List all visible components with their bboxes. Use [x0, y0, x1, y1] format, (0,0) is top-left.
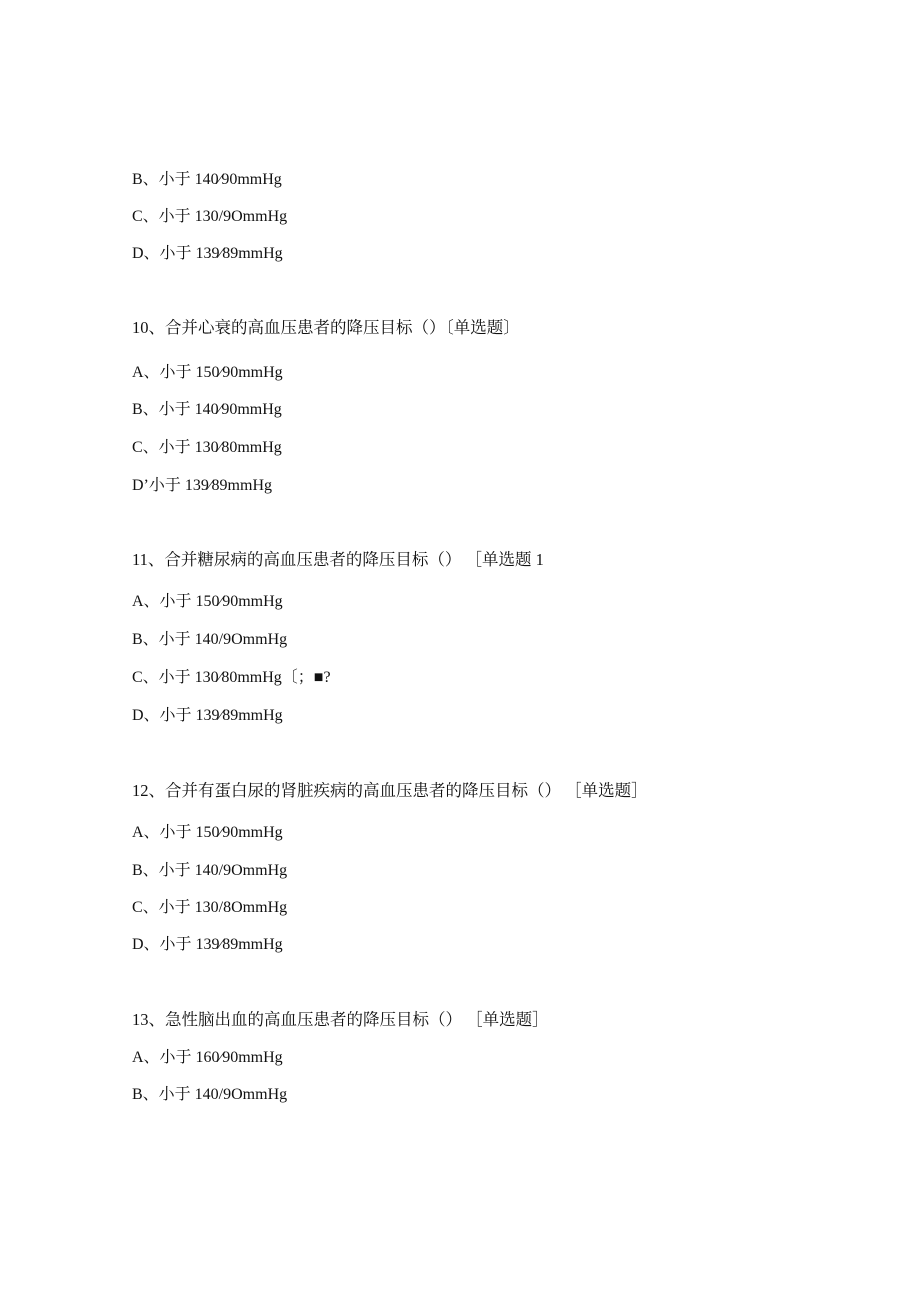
- option-c: C、小于 130/9OmmHg: [132, 208, 288, 225]
- question-11-option-d: D、小于 139⁄89mmHg: [132, 707, 283, 724]
- question-10-title: 10、合并心衰的高血压患者的降压目标（）〔单选题〕: [132, 318, 520, 337]
- question-11-option-a: A、小于 150⁄90mmHg: [132, 593, 283, 610]
- question-13-option-b: B、小于 140/9OmmHg: [132, 1086, 288, 1103]
- question-12-option-a: A、小于 150⁄90mmHg: [132, 824, 283, 841]
- question-11-option-c: C、小于 130⁄80mmHg〔；■?: [132, 669, 331, 686]
- question-13-title: 13、急性脑出血的高血压患者的降压目标（） ［单选题］: [132, 1010, 549, 1029]
- question-10-option-c: C、小于 130⁄80mmHg: [132, 439, 282, 456]
- option-b: B、小于 140⁄90mmHg: [132, 171, 282, 188]
- question-13-option-a: A、小于 160⁄90mmHg: [132, 1049, 283, 1066]
- question-12-option-d: D、小于 139⁄89mmHg: [132, 936, 283, 953]
- option-d: D、小于 139⁄89mmHg: [132, 245, 283, 262]
- question-12-option-c: C、小于 130/8OmmHg: [132, 899, 288, 916]
- question-10-option-b: B、小于 140⁄90mmHg: [132, 401, 282, 418]
- question-12-option-b: B、小于 140/9OmmHg: [132, 862, 288, 879]
- question-11-option-b: B、小于 140/9OmmHg: [132, 631, 288, 648]
- question-12-title: 12、合并有蛋白尿的肾脏疾病的高血压患者的降压目标（） ［单选题］: [132, 781, 648, 800]
- question-11-title: 11、合并糖尿病的高血压患者的降压目标（） ［单选题 1: [132, 550, 544, 569]
- question-10-option-a: A、小于 150⁄90mmHg: [132, 364, 283, 381]
- question-10-option-d: D’小于 139⁄89mmHg: [132, 477, 273, 494]
